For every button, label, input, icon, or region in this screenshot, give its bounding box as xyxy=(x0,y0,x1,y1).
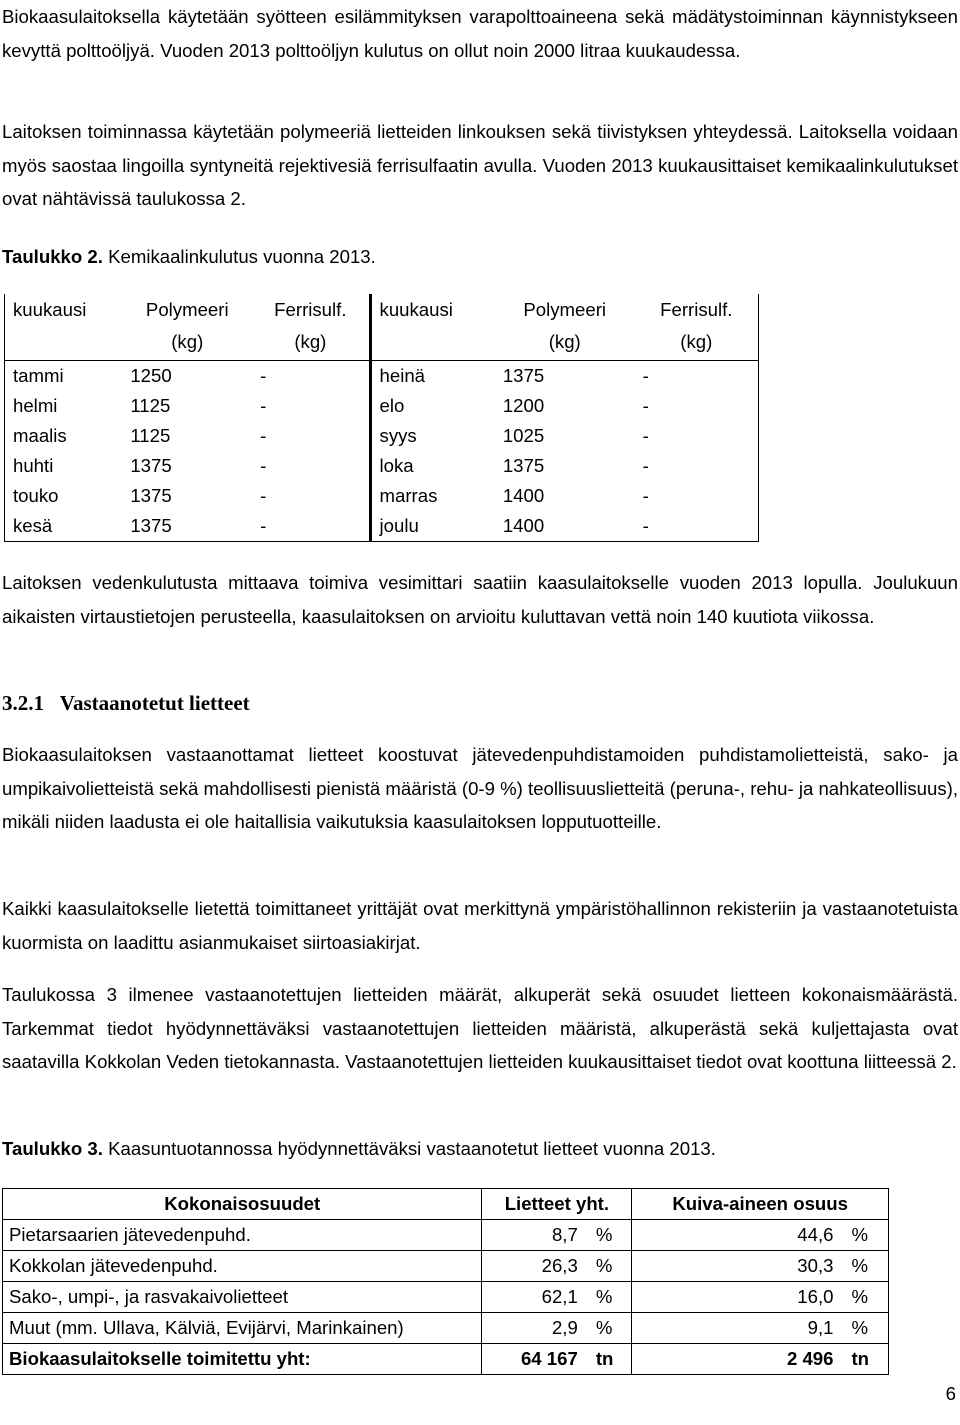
cell-month: huhti xyxy=(5,451,123,481)
cell-month: heinä xyxy=(370,361,495,392)
table2-caption-label: Taulukko 2. xyxy=(2,246,103,267)
table-row xyxy=(3,1313,889,1344)
cell-polymer: 1375 xyxy=(130,485,172,506)
table-row xyxy=(3,1251,889,1282)
section-number: 3.2.1 xyxy=(2,691,44,715)
cell-polymer: 1400 xyxy=(502,515,545,536)
cell-source: Kokkolan jätevedenpuhd. xyxy=(3,1251,482,1282)
received-sludge-table xyxy=(2,1188,889,1375)
header-month-2: kuukausi xyxy=(370,294,495,361)
table-row xyxy=(5,511,759,542)
cell-ferrisulfate: - xyxy=(260,515,267,536)
cell-total-unit: % xyxy=(584,1313,632,1344)
cell-dry-unit: % xyxy=(839,1282,888,1313)
cell-month: syys xyxy=(370,421,495,451)
table3-caption-label: Taulukko 3. xyxy=(2,1138,103,1159)
cell-total-unit: % xyxy=(584,1282,632,1313)
cell-month: kesä xyxy=(5,511,123,542)
paragraph-table3-intro: Taulukossa 3 ilmenee vastaanotettujen lietteiden määrät, alkuperät sekä osuudet lietteen kokonaismäärästä. Tarkemmat tiedot hyödynnettäväksi vastaanotettujen lietteiden määristä, alkuperästä sekä kuljettajasta ovat saatavilla Kokkolan Veden tietokannasta. Vastaanotettujen lietteiden kuukausittaiset tiedot ovat koottuna liitteessä 2. xyxy=(2,984,958,1072)
cell-month: tammi xyxy=(5,361,123,392)
cell-polymer: 1125 xyxy=(130,395,171,416)
cell-polymer: 1250 xyxy=(130,365,172,386)
cell-polymer: 1025 xyxy=(502,425,545,446)
cell-month: joulu xyxy=(370,511,495,542)
header-polymer-2: Polymeeri (kg) xyxy=(495,294,635,361)
cell-polymer: 1375 xyxy=(502,365,545,386)
paragraph-suppliers: Kaikki kaasulaitokselle lietettä toimittaneet yrittäjät ovat merkittynä ympäristöhallinnon rekisteriin ja vastaanotetuista kuormista on laadittu asianmukaiset siirtoasiakirjat. xyxy=(2,898,958,953)
cell-total-unit: % xyxy=(584,1220,632,1251)
cell-source: Muut (mm. Ullava, Kälviä, Evijärvi, Marinkainen) xyxy=(3,1313,482,1344)
cell-polymer: 1375 xyxy=(130,515,172,536)
cell-source: Pietarsaarien jätevedenpuhd. xyxy=(3,1220,482,1251)
cell-total-label: Biokaasulaitokselle toimitettu yht: xyxy=(3,1344,482,1375)
cell-dry-sum: 2 496 xyxy=(632,1344,840,1375)
header-ferrisulfate-2: Ferrisulf. (kg) xyxy=(635,294,759,361)
section-heading xyxy=(2,686,958,720)
cell-polymer: 1375 xyxy=(130,455,172,476)
table2-caption xyxy=(2,240,958,273)
cell-ferrisulfate: - xyxy=(635,511,759,542)
paragraph-chemicals: Laitoksen toiminnassa käytetään polymeeriä lietteiden linkouksen sekä tiivistyksen yhteydessä. Laitoksella voidaan myös saostaa lingoilla syntyneitä rejektivesiä ferrisulfaatin avulla. Vuoden 2013 kuukausittaiset kemikaalinkulutukset ovat nähtävissä taulukossa 2. xyxy=(2,121,958,209)
cell-dry-sum-unit: tn xyxy=(839,1344,888,1375)
table-row xyxy=(3,1282,889,1313)
cell-dry: 9,1 xyxy=(632,1313,840,1344)
cell-ferrisulfate: - xyxy=(635,481,759,511)
table-row xyxy=(5,391,759,421)
header-dry-matter: Kuiva-aineen osuus xyxy=(632,1189,889,1220)
header-source: Kokonaisosuudet xyxy=(3,1189,482,1220)
cell-ferrisulfate: - xyxy=(635,391,759,421)
cell-ferrisulfate: - xyxy=(260,455,267,476)
table-row xyxy=(5,481,759,511)
table3-caption-text: Kaasuntuotannossa hyödynnettäväksi vastaanotetut lietteet vuonna 2013. xyxy=(108,1138,716,1159)
cell-source: Sako-, umpi-, ja rasvakaivolietteet xyxy=(3,1282,482,1313)
cell-month: loka xyxy=(370,451,495,481)
cell-ferrisulfate: - xyxy=(260,395,267,416)
table3-total-row xyxy=(3,1344,889,1375)
cell-total: 26,3 xyxy=(482,1251,584,1282)
cell-ferrisulfate: - xyxy=(260,485,267,506)
cell-dry: 44,6 xyxy=(632,1220,840,1251)
table-row xyxy=(5,451,759,481)
header-month-1: kuukausi xyxy=(5,294,123,361)
cell-ferrisulfate: - xyxy=(260,425,267,446)
cell-month: helmi xyxy=(5,391,123,421)
paragraph-water-meter: Laitoksen vedenkulutusta mittaava toimiva vesimittari saatiin kaasulaitokselle vuoden 2013 lopulla. Joulukuun aikaisten virtaustietojen perusteella, kaasulaitoksen on arvioitu kuluttavan vettä noin 140 kuutiota viikossa. xyxy=(2,572,958,627)
paragraph-fuel-oil: Biokaasulaitoksella käytetään syötteen esilämmityksen varapolttoaineena sekä mädätystoiminnan käynnistykseen kevyttä polttoöljyä. Vuoden 2013 polttoöljyn kulutus on ollut noin 2000 litraa kuukaudessa. xyxy=(2,6,958,61)
header-polymer-1: Polymeeri (kg) xyxy=(122,294,252,361)
cell-ferrisulfate: - xyxy=(635,421,759,451)
table2-header-row xyxy=(5,294,759,361)
page-number: 6 xyxy=(945,1383,956,1404)
cell-total-sum: 64 167 xyxy=(482,1344,584,1375)
cell-dry-unit: % xyxy=(839,1251,888,1282)
table-row xyxy=(5,361,759,392)
cell-month: maalis xyxy=(5,421,123,451)
cell-polymer: 1400 xyxy=(502,485,545,506)
table2-caption-text: Kemikaalinkulutus vuonna 2013. xyxy=(108,246,376,267)
cell-total: 2,9 xyxy=(482,1313,584,1344)
cell-dry: 30,3 xyxy=(632,1251,840,1282)
cell-ferrisulfate: - xyxy=(635,361,759,392)
cell-total-unit: % xyxy=(584,1251,632,1282)
cell-total: 8,7 xyxy=(482,1220,584,1251)
chemical-consumption-table xyxy=(4,294,759,542)
cell-month: touko xyxy=(5,481,123,511)
paragraph-sludge-types: Biokaasulaitoksen vastaanottamat lietteet koostuvat jätevedenpuhdistamoiden puhdistamolietteistä, sako- ja umpikaivolietteistä sekä mahdollisesti pienistä määristä (0-9 %) teollisuuslietteitä (peruna-, rehu- ja nahkateollisuus), mikäli niiden laadusta ei ole haitallisia vaikutuksia kaasulaitoksen lopputuotteille. xyxy=(2,744,958,832)
header-ferrisulfate-1: Ferrisulf. (kg) xyxy=(252,294,370,361)
cell-month: elo xyxy=(370,391,495,421)
table3-header-row xyxy=(3,1189,889,1220)
cell-ferrisulfate: - xyxy=(635,451,759,481)
cell-dry-unit: % xyxy=(839,1220,888,1251)
section-title: Vastaanotetut lietteet xyxy=(59,691,250,715)
cell-polymer: 1200 xyxy=(502,395,545,416)
cell-total: 62,1 xyxy=(482,1282,584,1313)
cell-dry: 16,0 xyxy=(632,1282,840,1313)
cell-polymer: 1375 xyxy=(502,455,545,476)
cell-polymer: 1125 xyxy=(130,425,171,446)
table-row xyxy=(5,421,759,451)
cell-ferrisulfate: - xyxy=(260,365,267,386)
table-row xyxy=(3,1220,889,1251)
table3-caption xyxy=(2,1132,958,1165)
header-total: Lietteet yht. xyxy=(482,1189,632,1220)
cell-month: marras xyxy=(370,481,495,511)
cell-dry-unit: % xyxy=(839,1313,888,1344)
cell-total-sum-unit: tn xyxy=(584,1344,632,1375)
